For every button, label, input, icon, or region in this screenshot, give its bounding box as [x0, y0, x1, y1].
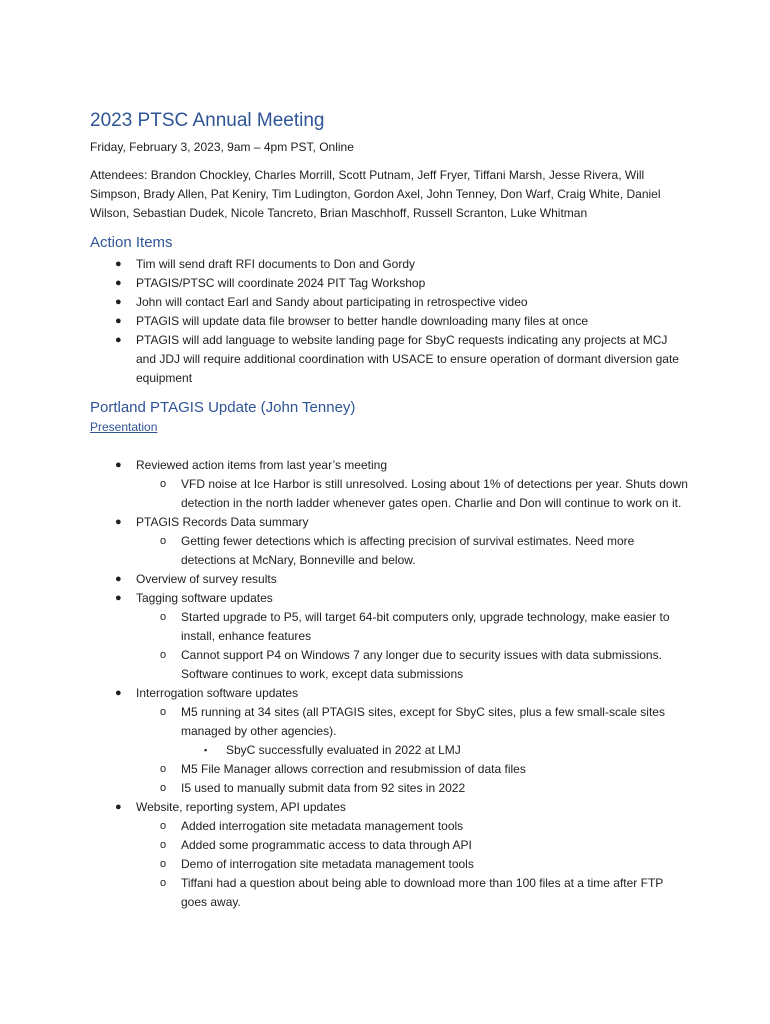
circle-bullet-icon: o [160, 763, 167, 775]
sub-list-item: o Cannot support P4 on Windows 7 any longer due to security issues with data submissions. Software continues to work, except data submissions [160, 648, 662, 681]
circle-bullet-icon: o [160, 535, 167, 547]
circle-bullet-icon: o [160, 820, 167, 832]
square-bullet-icon: ▪ [204, 745, 208, 755]
circle-bullet-icon: o [160, 858, 167, 870]
sub-list-item: o M5 File Manager allows correction and resubmission of data files [136, 760, 690, 779]
meeting-info: Friday, February 3, 2023, 9am – 4pm PST, Online [90, 140, 354, 154]
list-item: ● PTAGIS will update data file browser to better handle downloading many files at once [90, 312, 690, 331]
presentation-link[interactable]: Presentation [90, 420, 158, 434]
circle-bullet-icon: o [160, 877, 167, 889]
sub-list-item: o Demo of interrogation site metadata management tools [136, 855, 690, 874]
bullet-icon: ● [115, 801, 122, 813]
list-item: ● Reviewed action items from last year’s meeting o VFD noise at Ice Harbor is still unresolved. Losing about 1% of detections per year. Shuts down detection in the north ladder whenever gates open. Charlie and Don will continue to work on it. [90, 456, 690, 513]
bullet-icon: ● [115, 592, 122, 604]
bullet-icon: ● [115, 516, 122, 528]
list-item: ● Interrogation software updates o M5 running at 34 sites (all PTAGIS sites, except for SbyC sites, plus a few small-scale sites managed by other agencies). ▪ SbyC successfully evaluated in 2022 at LMJ o M5 File Manager allows correction and resubmission of data files o I5 used to manually submit data from 92 sites in 2022 [90, 684, 690, 798]
sub-list-item: o Added interrogation site metadata management tools [136, 817, 690, 836]
circle-bullet-icon: o [160, 706, 167, 718]
list-item: ● Website, reporting system, API updates o Added interrogation site metadata management tools o Added some programmatic access to data through API o Demo of interrogation site metadata management tools o Tiffani had a question about being able to download more than 100 files at a time after FTP goes away. [90, 798, 690, 912]
sub-list-item: o VFD noise at Ice Harbor is still unresolved. Losing about 1% of detections per year. Shuts down detection in the north ladder whenever gates open. Charlie and Don will continue to work on it. [160, 477, 688, 510]
bullet-icon: ● [115, 459, 122, 471]
action-items-heading: Action Items [90, 234, 173, 251]
circle-bullet-icon: o [160, 649, 167, 661]
bullet-icon: ● [115, 573, 122, 585]
sub-list-item: o Getting fewer detections which is affecting precision of survival estimates. Need more detections at McNary, Bonneville and below. [160, 534, 635, 567]
bullet-icon: ● [115, 277, 122, 289]
list-item: ● Tim will send draft RFI documents to Don and Gordy [90, 255, 690, 274]
bullet-icon: ● [115, 315, 122, 327]
portland-update-heading: Portland PTAGIS Update (John Tenney) [90, 399, 356, 416]
circle-bullet-icon: o [160, 478, 167, 490]
circle-bullet-icon: o [160, 782, 167, 794]
document-content [90, 108, 690, 912]
sub-list-item: o Added some programmatic access to data through API [136, 836, 690, 855]
bullet-icon: ● [115, 258, 122, 270]
list-item: ● Overview of survey results [90, 570, 690, 589]
bullet-icon: ● [115, 687, 122, 699]
portland-update-list [90, 456, 690, 912]
sub-list-item: o M5 running at 34 sites (all PTAGIS sites, except for SbyC sites, plus a few small-scale sites managed by other agencies). ▪ SbyC successfully evaluated in 2022 at LMJ [136, 703, 690, 760]
sub-list-item: o Started upgrade to P5, will target 64-bit computers only, upgrade technology, make easier to install, enhance features [160, 610, 670, 643]
sub-sub-list-item: ▪ SbyC successfully evaluated in 2022 at LMJ [181, 741, 690, 760]
list-item: ● PTAGIS Records Data summary o Getting fewer detections which is affecting precision of survival estimates. Need more detections at McNary, Bonneville and below. [90, 513, 690, 570]
list-item: ● John will contact Earl and Sandy about participating in retrospective video [90, 293, 690, 312]
page-title: 2023 PTSC Annual Meeting [90, 110, 325, 131]
list-item: ● Tagging software updates o Started upgrade to P5, will target 64-bit computers only, upgrade technology, make easier to install, enhance features o Cannot support P4 on Windows 7 any longer due to security issues with data submissions. Software continues to work, except data submissions [90, 589, 690, 684]
circle-bullet-icon: o [160, 839, 167, 851]
sub-list-item: o I5 used to manually submit data from 92 sites in 2022 [136, 779, 690, 798]
bullet-icon: ● [115, 296, 122, 308]
circle-bullet-icon: o [160, 611, 167, 623]
list-item: ● PTAGIS/PTSC will coordinate 2024 PIT Tag Workshop [90, 274, 690, 293]
list-item: ● PTAGIS will add language to website landing page for SbyC requests indicating any projects at MCJ and JDJ will require additional coordination with USACE to ensure operation of dormant diversion gate equipment [115, 333, 679, 385]
bullet-icon: ● [115, 334, 122, 346]
attendees-paragraph: Attendees: Brandon Chockley, Charles Morrill, Scott Putnam, Jeff Fryer, Tiffani Marsh, Jesse Rivera, Will Simpson, Brady Allen, Pat Keniry, Tim Ludington, Gordon Axel, John Tenney, Don Warf, Craig White, Daniel Wilson, Sebastian Dudek, Nicole Tancreto, Brian Maschhoff, Russell Scranton, Luke Whitman [90, 168, 661, 220]
action-items-list [90, 255, 690, 388]
sub-list-item: o Tiffani had a question about being able to download more than 100 files at a time after FTP goes away. [160, 876, 664, 909]
